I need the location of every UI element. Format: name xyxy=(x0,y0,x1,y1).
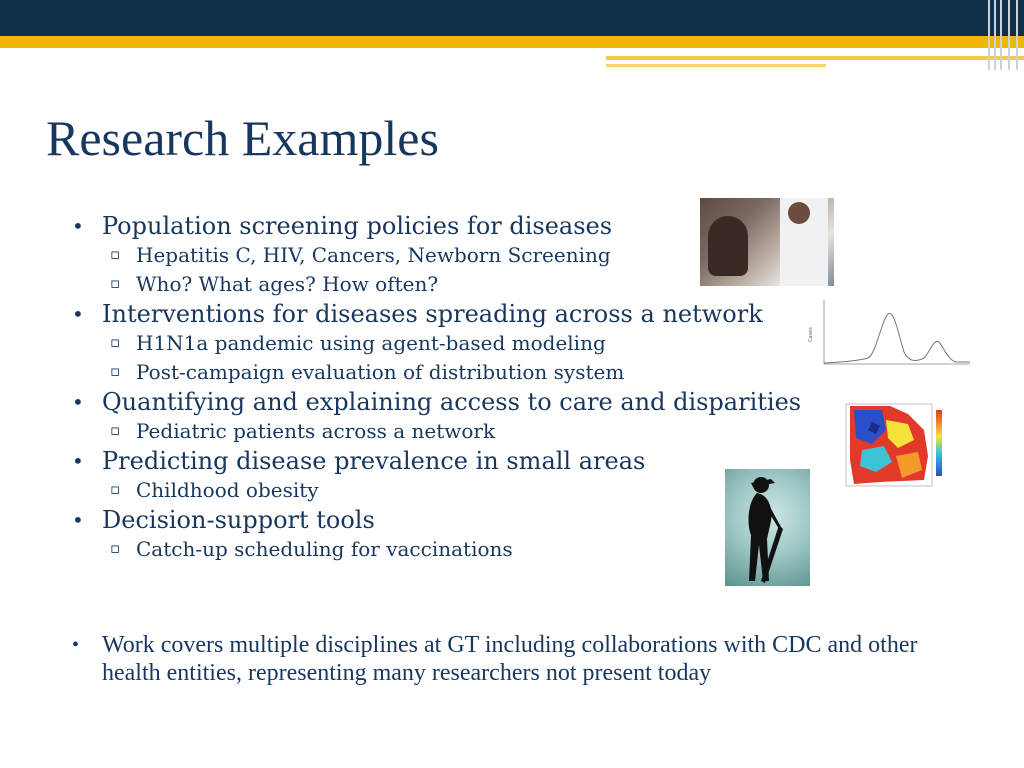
svg-text:Cases: Cases xyxy=(808,327,814,342)
sub-bullet-item: ▫ Childhood obesity xyxy=(72,476,972,505)
header-edge-lines xyxy=(984,0,1024,70)
sub-bullet-item: ▫ Hepatitis C, HIV, Cancers, Newborn Screening xyxy=(72,241,972,270)
sub-bullet-item: ▫ Post-campaign evaluation of distribution system xyxy=(72,358,972,387)
sub-bullet-item: ▫ Who? What ages? How often? xyxy=(72,270,972,299)
spacer xyxy=(72,564,972,631)
bullet-item: • Predicting disease prevalence in small areas xyxy=(72,446,972,476)
header-band xyxy=(0,0,1024,36)
epidemic-curve-image xyxy=(806,292,976,376)
gold-accent-stripe-thin-2 xyxy=(606,64,826,67)
sub-bullet-item: ▫ Pediatric patients across a network xyxy=(72,417,972,446)
bullet-item: • Quantifying and explaining access to care and disparities xyxy=(72,387,972,417)
gold-accent-stripe xyxy=(0,36,1024,48)
bullet-item: • Interventions for diseases spreading across a network xyxy=(72,299,972,329)
stripe-gap xyxy=(0,48,606,56)
sub-bullet-item: ▫ Catch-up scheduling for vaccinations xyxy=(72,535,972,564)
gold-accent-stripe-thin xyxy=(606,56,1024,60)
patient-silhouette-image xyxy=(725,469,810,586)
lab-screening-photo xyxy=(700,198,834,286)
bullet-item: • Decision-support tools xyxy=(72,505,972,535)
sub-bullet-item: ▫ H1N1a pandemic using agent-based modeling xyxy=(72,329,972,358)
slide-title: Research Examples xyxy=(46,110,439,166)
prevalence-heatmap-image xyxy=(832,400,948,502)
closing-bullet: • Work covers multiple disciplines at GT including collaborations with CDC and other health entities, representing many researchers not present today xyxy=(72,631,982,687)
bullet-item: • Population screening policies for diseases xyxy=(72,211,972,241)
